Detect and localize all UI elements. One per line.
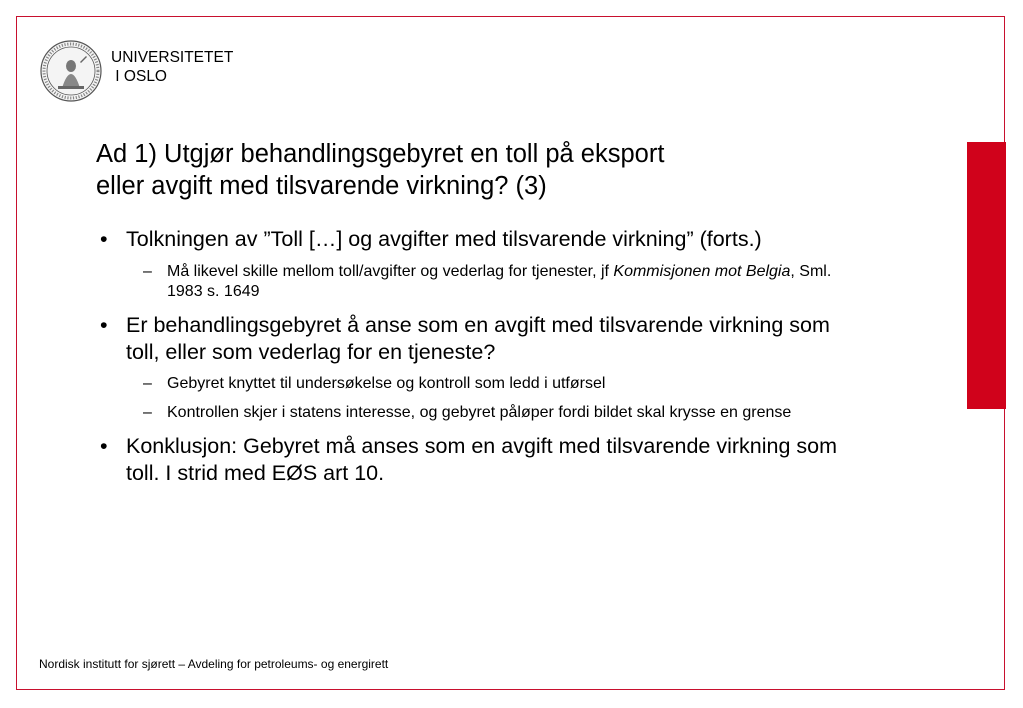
slide-title-line1: Ad 1) Utgjør behandlingsgebyret en toll på eksport [96, 140, 665, 168]
university-seal-icon [40, 40, 102, 102]
bullet-2 [96, 312, 856, 366]
case-name: Kommisjonen mot Belgia [613, 263, 791, 280]
sub-bullet-2-2 [96, 403, 856, 423]
bullet-2-text: Er behandlingsgebyret å anse som en avgift med tilsvarende virkning som toll, eller som vederlag for en tjeneste? [126, 313, 830, 364]
accent-bar [967, 142, 1006, 409]
university-name-line2: I OSLO [111, 68, 167, 85]
sub-bullet-1-1-text-a: Må likevel skille mellom toll/avgifter og vederlag for tjenester, jf [167, 263, 614, 280]
sub-bullet-2-1-text: Gebyret knyttet til undersøkelse og kontroll som ledd i utførsel [167, 375, 606, 392]
university-name-line1: UNIVERSITETET [111, 49, 234, 66]
bullet-marker: • [100, 313, 108, 337]
sub-bullet-2-1 [96, 374, 856, 394]
bullet-3 [96, 433, 856, 487]
bullet-marker: • [100, 434, 108, 458]
slide-body [96, 226, 856, 487]
slide-title [96, 138, 956, 202]
bullet-marker: • [100, 227, 108, 251]
slide-title-line2: eller avgift med tilsvarende virkning? (3) [96, 172, 547, 200]
bullet-1-text: Tolkningen av ”Toll […] og avgifter med tilsvarende virkning” (forts.) [126, 227, 762, 251]
footer-text: Nordisk institutt for sjørett – Avdeling for petroleums- og energirett [39, 657, 389, 671]
sub-bullet-1-1 [96, 262, 856, 302]
sub-bullet-2-2-text: Kontrollen skjer i statens interesse, og gebyret påløper fordi bildet skal krysse en grense [167, 404, 792, 421]
bullet-1 [96, 226, 856, 253]
bullet-3-text: Konklusjon: Gebyret må anses som en avgift med tilsvarende virkning som toll. I strid med EØS art 10. [126, 434, 838, 485]
sub-bullet-1-1-text-b: , Sml. 1983 s. 1649 [167, 263, 832, 300]
university-name [111, 48, 233, 86]
sub-bullet-marker: – [143, 263, 152, 280]
sub-bullet-marker: – [143, 404, 152, 421]
sub-bullet-marker: – [143, 375, 152, 392]
